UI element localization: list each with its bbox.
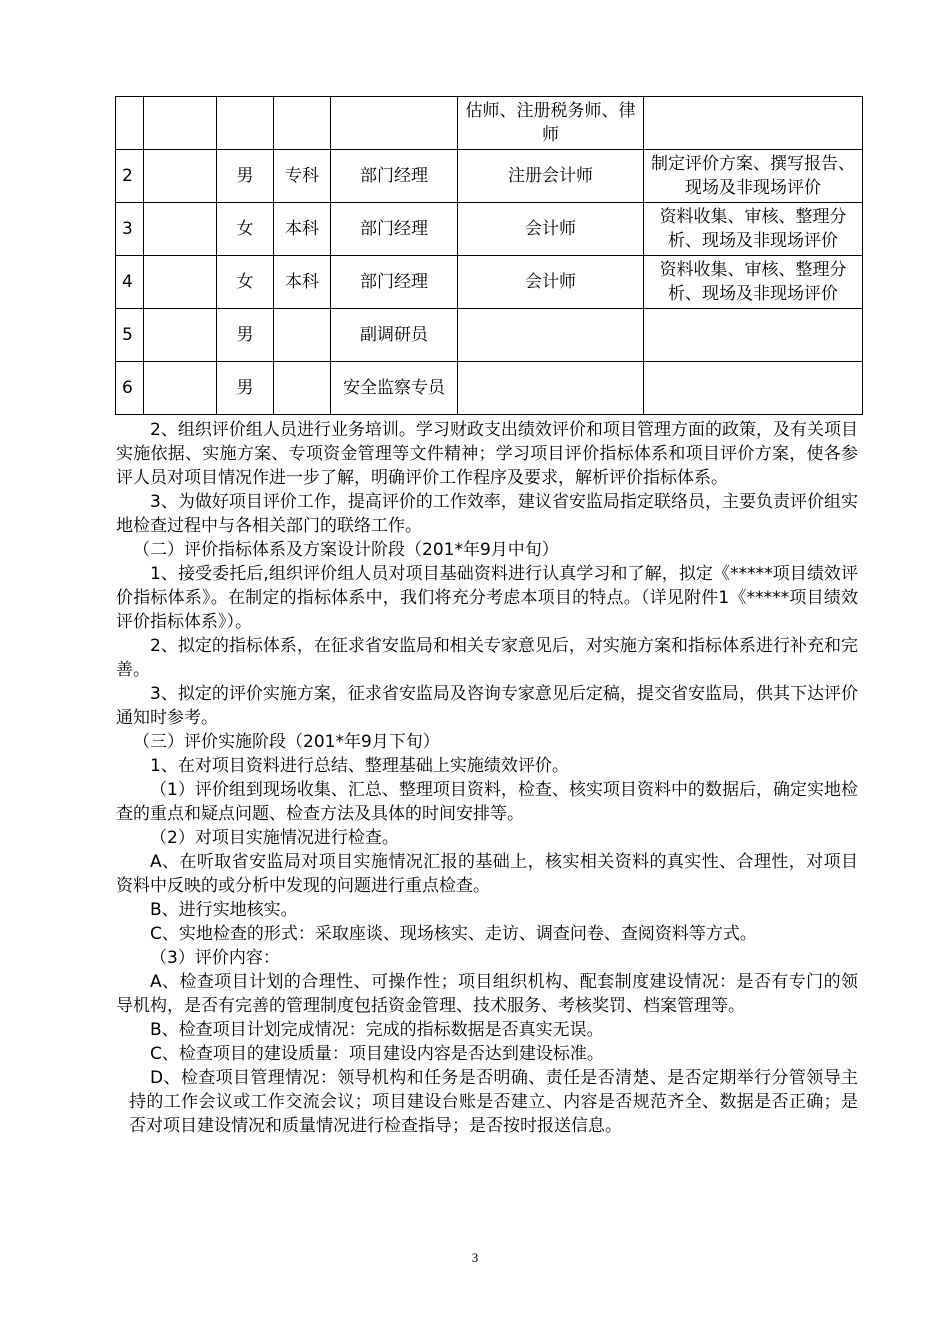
table-cell: 2: [116, 150, 144, 203]
table-cell: 男: [217, 362, 274, 415]
table-cell: 副调研员: [331, 309, 458, 362]
paragraph: A、检查项目计划的合理性、可操作性；项目组织机构、配套制度建设情况：是否有专门的领导机构，是否有完善的管理制度包括资金管理、技术服务、考核奖罚、档案管理等。: [116, 972, 858, 1016]
table-cell: [116, 97, 144, 150]
table-cell: 资料收集、审核、整理分析、现场及非现场评价: [644, 203, 863, 256]
table-cell: [144, 309, 217, 362]
table-cell: 本科: [274, 256, 331, 309]
table-cell: [144, 97, 217, 150]
paragraph: （3）评价内容：: [150, 948, 280, 968]
paragraph: 3、拟定的评价实施方案，征求省安监局及咨询专家意见后定稿，提交省安监局，供其下达评价通知时参考。: [116, 684, 858, 728]
page-number: 3: [471, 1250, 479, 1265]
table-row: [116, 309, 863, 362]
table-row: [116, 203, 863, 256]
table-cell: 部门经理: [331, 256, 458, 309]
paragraph: （2）对项目实施情况进行检查。: [150, 828, 399, 848]
table-cell: 本科: [274, 203, 331, 256]
table-cell: [458, 362, 644, 415]
table-cell: [644, 309, 863, 362]
table-cell: [274, 309, 331, 362]
table-cell: 女: [217, 203, 274, 256]
table-cell: [217, 97, 274, 150]
table-cell: 部门经理: [331, 150, 458, 203]
table-cell: 6: [116, 362, 144, 415]
table-row: [116, 256, 863, 309]
table-cell: 注册会计师: [458, 150, 644, 203]
table-row: [116, 362, 863, 415]
paragraph: B、进行实地核实。: [150, 900, 298, 920]
table-cell: 估师、注册税务师、律师: [458, 97, 644, 150]
paragraph: B、检查项目计划完成情况：完成的指标数据是否真实无误。: [150, 1020, 604, 1040]
table-cell: 部门经理: [331, 203, 458, 256]
table-cell: 男: [217, 150, 274, 203]
paragraph: （1）评价组到现场收集、汇总、整理项目资料，检查、核实项目资料中的数据后，确定实地检查的重点和疑点问题、检查方法及具体的时间安排等。: [116, 780, 858, 824]
table-cell: 3: [116, 203, 144, 256]
table-cell: 4: [116, 256, 144, 309]
table-cell: [331, 97, 458, 150]
table-cell: 制定评价方案、撰写报告、现场及非现场评价: [644, 150, 863, 203]
body-text: [116, 418, 858, 1138]
table-cell: [274, 362, 331, 415]
paragraph: C、实地检查的形式：采取座谈、现场核实、走访、调查问卷、查阅资料等方式。: [150, 924, 757, 944]
paragraph: 2、组织评价组人员进行业务培训。学习财政支出绩效评价和项目管理方面的政策，及有关项目实施依据、实施方案、专项资金管理等文件精神；学习项目评价指标体系和项目评价方案，使各参评人员对项目情况作进一步了解，明确评价工作程序及要求，解析评价指标体系。: [116, 420, 858, 488]
paragraph: C、检查项目的建设质量：项目建设内容是否达到建设标准。: [150, 1044, 604, 1064]
table-cell: [144, 362, 217, 415]
paragraph: （三）评价实施阶段（201*年9月下旬）: [133, 732, 440, 752]
table-cell: [458, 309, 644, 362]
table-cell: 专科: [274, 150, 331, 203]
table-cell: 女: [217, 256, 274, 309]
paragraph: 1、在对项目资料进行总结、整理基础上实施绩效评价。: [150, 756, 569, 776]
table-cell: 男: [217, 309, 274, 362]
staff-table: [115, 96, 863, 415]
paragraph: （二）评价指标体系及方案设计阶段（201*年9月中旬）: [133, 540, 559, 560]
paragraph: 3、为做好项目评价工作，提高评价的工作效率，建议省安监局指定联络员，主要负责评价组实地检查过程中与各相关部门的联络工作。: [116, 492, 858, 536]
table-cell: 会计师: [458, 256, 644, 309]
table-row: [116, 97, 863, 150]
table-cell: [144, 150, 217, 203]
paragraph: D、检查项目管理情况：领导机构和任务是否明确、责任是否清楚、是否定期举行分管领导主持的工作会议或工作交流会议；项目建设台账是否建立、内容是否规范齐全、数据是否正确；是否对项目建设情况和质量情况进行检查指导；是否按时报送信息。: [129, 1068, 858, 1136]
paragraph: 2、拟定的指标体系，在征求省安监局和相关专家意见后，对实施方案和指标体系进行补充和完善。: [116, 636, 858, 680]
table-cell: 会计师: [458, 203, 644, 256]
table-row: [116, 150, 863, 203]
table-cell: 5: [116, 309, 144, 362]
table-cell: [644, 97, 863, 150]
table-cell: [644, 362, 863, 415]
table-cell: [144, 256, 217, 309]
table-cell: 资料收集、审核、整理分析、现场及非现场评价: [644, 256, 863, 309]
table-cell: [144, 203, 217, 256]
table-cell: 安全监察专员: [331, 362, 458, 415]
paragraph: 1、接受委托后,组织评价组人员对项目基础资料进行认真学习和了解，拟定《*****项目绩效评价指标体系》。在制定的指标体系中，我们将充分考虑本项目的特点。（详见附件1《*****项目绩效评价指标体系》）。: [116, 564, 858, 632]
table-cell: [274, 97, 331, 150]
paragraph: A、在听取省安监局对项目实施情况汇报的基础上，核实相关资料的真实性、合理性，对项目资料中反映的或分析中发现的问题进行重点检查。: [116, 852, 858, 896]
